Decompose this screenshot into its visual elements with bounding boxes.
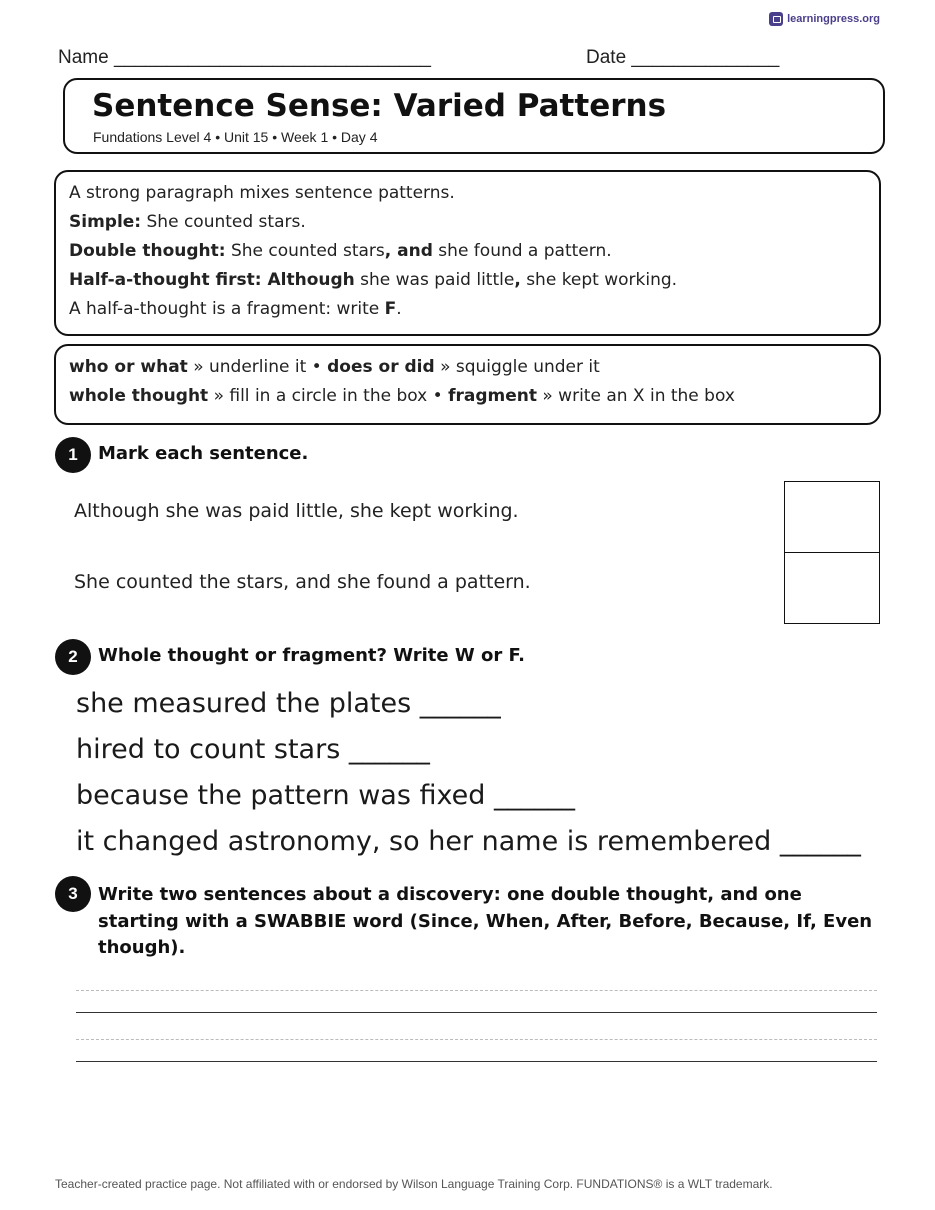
frag-label: fragment (448, 386, 537, 406)
writing-baseline-2[interactable] (76, 1061, 877, 1062)
section-2-item-3[interactable]: because the pattern was fixed ______ (76, 780, 575, 811)
info-fragment (69, 299, 402, 319)
who-text: » underline it • (187, 357, 328, 377)
info-intro: A strong paragraph mixes sentence patterns. (69, 183, 455, 203)
double-joiner: , and (384, 241, 433, 261)
section-2-item-2[interactable]: hired to count stars ______ (76, 734, 430, 765)
section-2-number: 2 (55, 639, 91, 675)
simple-example: She counted stars. (141, 212, 306, 232)
fragment-text: A half-a-thought is a fragment: write (69, 299, 385, 319)
brand-logo (769, 12, 880, 26)
section-1-heading: Mark each sentence. (98, 443, 309, 464)
writing-midline-2 (76, 1039, 877, 1040)
whole-label: whole thought (69, 386, 209, 406)
page-title: Sentence Sense: Varied Patterns (92, 88, 667, 124)
date-field[interactable]: Date ______________ (586, 47, 780, 68)
writing-midline-1 (76, 990, 877, 991)
writing-baseline-1[interactable] (76, 1012, 877, 1013)
answer-box-2[interactable] (784, 552, 880, 624)
double-example-a: She counted stars (225, 241, 385, 261)
info-simple (69, 212, 306, 232)
half-comma: , (514, 270, 521, 290)
section-3-number: 3 (55, 876, 91, 912)
frag-text: » write an X in the box (536, 386, 735, 406)
info-half (69, 270, 677, 290)
fragment-end: . (396, 299, 402, 319)
whole-text: » fill in a circle in the box • (208, 386, 449, 406)
brand-name: learningpress.org (787, 13, 880, 25)
section-1-number: 1 (55, 437, 91, 473)
does-label: does or did (327, 357, 435, 377)
section-3-heading: Write two sentences about a discovery: one double thought, and one starting with a SWABBIE word (Since, When, After, Before, Because, If, Even though). (98, 884, 873, 958)
section-1-sentence-1: Although she was paid little, she kept working. (74, 500, 519, 522)
simple-label: Simple: (69, 212, 142, 232)
double-label: Double thought: (69, 241, 226, 261)
name-field[interactable]: Name ______________________________ (58, 47, 431, 68)
double-example-b: she found a pattern. (432, 241, 612, 261)
who-label: who or what (69, 357, 188, 377)
half-example-b: she kept working. (520, 270, 678, 290)
book-icon (769, 12, 783, 26)
does-text: » squiggle under it (434, 357, 600, 377)
footer-disclaimer: Teacher-created practice page. Not affiliated with or endorsed by Wilson Language Training Corp. FUNDATIONS® is a WLT trademark. (55, 1177, 773, 1191)
half-example-a: she was paid little (354, 270, 515, 290)
legend-line-2 (69, 386, 735, 406)
section-2-item-1[interactable]: she measured the plates ______ (76, 688, 501, 719)
section-1-sentence-2: She counted the stars, and she found a pattern. (74, 571, 531, 593)
section-2-item-4[interactable]: it changed astronomy, so her name is remembered ______ (76, 826, 861, 857)
answer-box-1[interactable] (784, 481, 880, 553)
info-double (69, 241, 612, 261)
page-subtitle: Fundations Level 4 • Unit 15 • Week 1 • Day 4 (93, 129, 378, 145)
fragment-letter: F (384, 299, 397, 319)
half-word: Although (261, 270, 355, 290)
section-2-heading: Whole thought or fragment? Write W or F. (98, 645, 525, 666)
legend-line-1 (69, 357, 600, 377)
half-label: Half-a-thought first: (69, 270, 262, 290)
